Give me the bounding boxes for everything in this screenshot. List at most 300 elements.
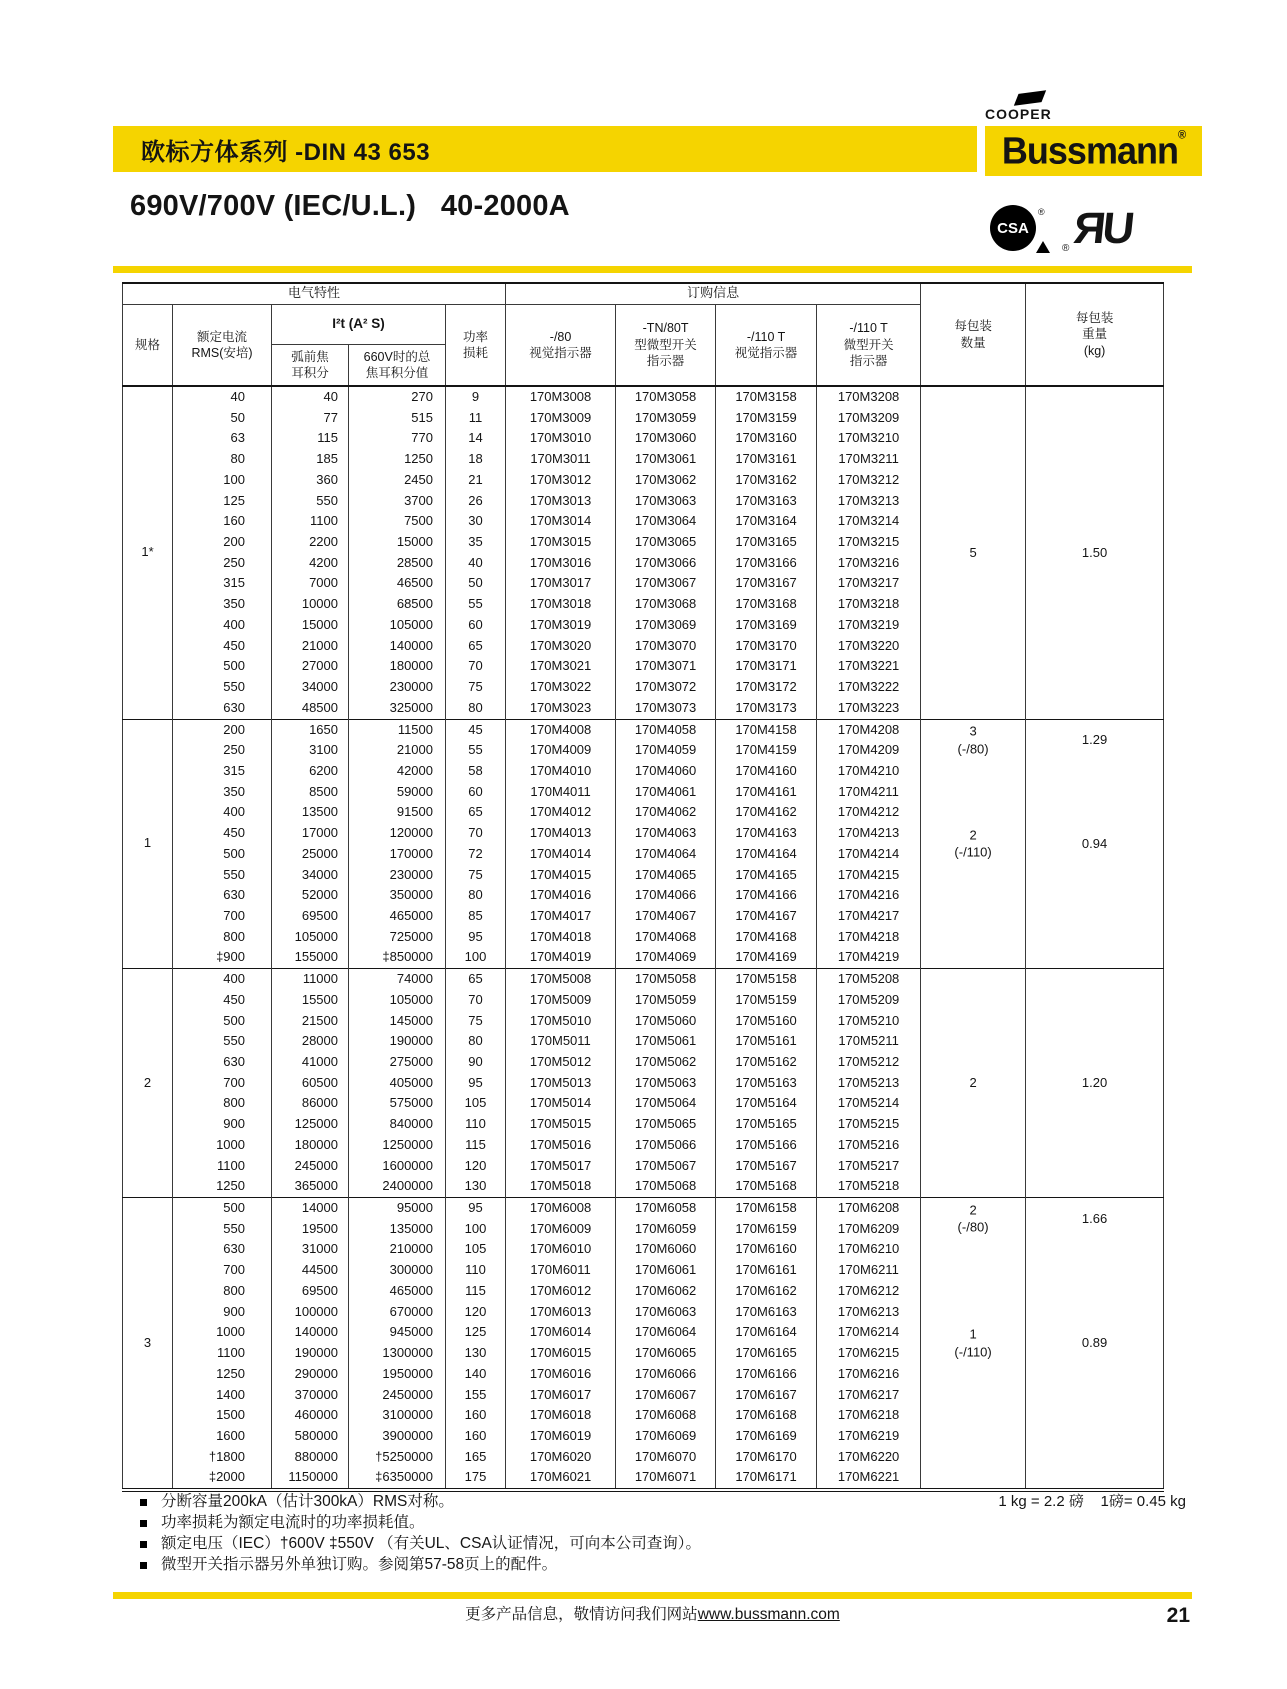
cell-part-80-visual: 170M6020 (506, 1447, 616, 1468)
header-tn80t-microswitch (616, 304, 716, 386)
cell-part-110t-micro: 170M5212 (817, 1052, 921, 1073)
cell-rated-current: 630 (173, 885, 272, 906)
footnotes (140, 1492, 1188, 1576)
cell-power-loss: 65 (446, 802, 506, 823)
cell-total-i2t-660v: 840000 (349, 1114, 446, 1135)
cell-part-tn80t-micro: 170M3058 (616, 386, 716, 408)
kg-conversion-note: 1 kg = 2.2 磅 1磅= 0.45 kg (998, 1493, 1186, 1510)
cell-rated-current: ‡2000 (173, 1467, 272, 1490)
cell-rated-current: 1250 (173, 1176, 272, 1197)
cell-total-i2t-660v: 46500 (349, 573, 446, 594)
cell-part-110t-visual: 170M5167 (716, 1156, 817, 1177)
cell-rated-current: 800 (173, 927, 272, 948)
cell-part-tn80t-micro: 170M6068 (616, 1405, 716, 1426)
cell-part-tn80t-micro: 170M4062 (616, 802, 716, 823)
cell-rated-current: 400 (173, 969, 272, 990)
cell-total-i2t-660v: 3900000 (349, 1426, 446, 1447)
cell-total-i2t-660v: ‡6350000 (349, 1467, 446, 1490)
cell-spec: 2 (123, 969, 173, 1198)
cell-part-tn80t-micro: 170M5058 (616, 969, 716, 990)
footnote-line (140, 1513, 1188, 1534)
cell-rated-current: 40 (173, 386, 272, 408)
cell-part-tn80t-micro: 170M4067 (616, 906, 716, 927)
cell-part-110t-visual: 170M5163 (716, 1073, 817, 1094)
cell-part-80-visual: 170M4011 (506, 782, 616, 803)
cell-rated-current: 1000 (173, 1135, 272, 1156)
cell-part-80-visual: 170M6016 (506, 1364, 616, 1385)
cell-part-80-visual: 170M5014 (506, 1093, 616, 1114)
header-line: 重量 (1082, 327, 1108, 342)
cell-part-tn80t-micro: 170M5061 (616, 1031, 716, 1052)
cell-pre-arc-i2t: 17000 (272, 823, 349, 844)
cell-part-110t-visual: 170M4167 (716, 906, 817, 927)
cell-part-110t-visual: 170M6161 (716, 1260, 817, 1281)
cell-pre-arc-i2t: 100000 (272, 1302, 349, 1323)
cell-part-110t-micro: 170M6215 (817, 1343, 921, 1364)
cell-part-110t-visual: 170M4163 (716, 823, 817, 844)
cell-part-110t-micro: 170M6209 (817, 1219, 921, 1240)
cell-power-loss: 9 (446, 386, 506, 408)
cell-pre-arc-i2t: 185 (272, 449, 349, 470)
cell-part-80-visual: 170M4015 (506, 865, 616, 886)
cooper-logo-icon (985, 92, 1095, 124)
cell-total-i2t-660v: 21000 (349, 740, 446, 761)
cell-part-110t-visual: 170M5166 (716, 1135, 817, 1156)
header-line: 数量 (960, 335, 986, 350)
cell-power-loss: 80 (446, 698, 506, 719)
cell-total-i2t-660v: 770 (349, 428, 446, 449)
pack-weight-cell (1026, 1198, 1164, 1491)
cell-part-80-visual: 170M6008 (506, 1198, 616, 1219)
pack-weight-value: 0.94 (1081, 836, 1108, 852)
cell-total-i2t-660v: 465000 (349, 906, 446, 927)
cell-power-loss: 11 (446, 408, 506, 429)
cell-pre-arc-i2t: 3100 (272, 740, 349, 761)
cell-power-loss: 58 (446, 761, 506, 782)
cell-part-110t-visual: 170M6164 (716, 1322, 817, 1343)
cell-part-110t-visual: 170M5158 (716, 969, 817, 990)
cell-pre-arc-i2t: 52000 (272, 885, 349, 906)
header-rated-current (173, 304, 272, 386)
cell-part-80-visual: 170M5010 (506, 1011, 616, 1032)
cell-pre-arc-i2t: 19500 (272, 1219, 349, 1240)
cell-power-loss: 95 (446, 1198, 506, 1219)
header-line: 指示器 (849, 353, 888, 368)
footnote-text: 功率损耗为额定电流时的功率损耗值。 (161, 1514, 425, 1531)
cell-part-110t-micro: 170M4213 (817, 823, 921, 844)
cell-pre-arc-i2t: 69500 (272, 1281, 349, 1302)
cell-part-110t-micro: 170M4210 (817, 761, 921, 782)
cell-rated-current: 700 (173, 1073, 272, 1094)
cell-part-110t-micro: 170M6221 (817, 1467, 921, 1490)
cell-pre-arc-i2t: 580000 (272, 1426, 349, 1447)
header-line: -/110 T (849, 321, 888, 336)
cell-power-loss: 100 (446, 947, 506, 968)
cell-part-110t-micro: 170M6211 (817, 1260, 921, 1281)
cell-power-loss: 18 (446, 449, 506, 470)
cell-pre-arc-i2t: 140000 (272, 1322, 349, 1343)
cell-rated-current: 1000 (173, 1322, 272, 1343)
cell-total-i2t-660v: 270 (349, 386, 446, 408)
cell-part-110t-visual: 170M3166 (716, 553, 817, 574)
pack-quantity-number: 2 (969, 1075, 977, 1091)
cell-part-110t-micro: 170M5213 (817, 1073, 921, 1094)
registered-mark-icon: ® (1177, 128, 1186, 142)
cell-part-110t-visual: 170M3158 (716, 386, 817, 408)
header-line: RMS(安培) (191, 345, 253, 360)
cell-part-110t-micro: 170M6218 (817, 1405, 921, 1426)
cell-part-110t-visual: 170M6170 (716, 1447, 817, 1468)
fuse-ratings-table (122, 282, 1164, 1492)
cell-rated-current: 400 (173, 615, 272, 636)
cell-part-110t-visual: 170M6166 (716, 1364, 817, 1385)
header-power-loss (446, 304, 506, 386)
cell-pre-arc-i2t: 86000 (272, 1093, 349, 1114)
cell-part-80-visual: 170M6010 (506, 1239, 616, 1260)
header-pack-quantity (921, 283, 1026, 386)
cell-part-110t-micro: 170M4218 (817, 927, 921, 948)
bullet-icon (140, 1520, 147, 1527)
cell-part-80-visual: 170M4018 (506, 927, 616, 948)
cell-power-loss: 160 (446, 1405, 506, 1426)
header-spec: 规格 (134, 337, 160, 352)
cell-total-i2t-660v: 275000 (349, 1052, 446, 1073)
header-line: (kg) (1083, 343, 1106, 358)
pack-wrap (921, 969, 1025, 1197)
cell-rated-current: 630 (173, 1052, 272, 1073)
cell-part-110t-micro: 170M6213 (817, 1302, 921, 1323)
cell-part-80-visual: 170M3021 (506, 656, 616, 677)
cell-part-110t-visual: 170M3160 (716, 428, 817, 449)
pack-wrap (1026, 1198, 1163, 1488)
cell-part-110t-micro: 170M3208 (817, 386, 921, 408)
pack-quantity-value (921, 723, 1025, 758)
cell-power-loss: 75 (446, 1011, 506, 1032)
cell-rated-current: 1600 (173, 1426, 272, 1447)
cell-power-loss: 120 (446, 1156, 506, 1177)
footnote-line (140, 1534, 1188, 1555)
cell-part-110t-micro: 170M4214 (817, 844, 921, 865)
cell-part-110t-micro: 170M6208 (817, 1198, 921, 1219)
cell-part-80-visual: 170M6019 (506, 1426, 616, 1447)
footer-text (113, 1602, 1192, 1624)
cell-rated-current: 1100 (173, 1156, 272, 1177)
pack-quantity-value (921, 1326, 1025, 1361)
cell-power-loss: 110 (446, 1260, 506, 1281)
cell-pre-arc-i2t: 48500 (272, 698, 349, 719)
cell-part-110t-micro: 170M4209 (817, 740, 921, 761)
cell-part-80-visual: 170M4017 (506, 906, 616, 927)
cell-part-110t-visual: 170M5159 (716, 990, 817, 1011)
cell-part-80-visual: 170M6018 (506, 1405, 616, 1426)
cell-part-tn80t-micro: 170M5066 (616, 1135, 716, 1156)
cell-rated-current: 450 (173, 823, 272, 844)
cell-power-loss: 75 (446, 865, 506, 886)
cell-part-110t-micro: 170M4217 (817, 906, 921, 927)
cell-part-tn80t-micro: 170M4069 (616, 947, 716, 968)
cell-pre-arc-i2t: 1150000 (272, 1467, 349, 1490)
cell-part-tn80t-micro: 170M6058 (616, 1198, 716, 1219)
cell-power-loss: 105 (446, 1239, 506, 1260)
cell-total-i2t-660v: 1250000 (349, 1135, 446, 1156)
header-line: 弧前焦 (291, 349, 329, 364)
cell-part-80-visual: 170M3019 (506, 615, 616, 636)
cell-part-tn80t-micro: 170M3059 (616, 408, 716, 429)
cell-part-110t-visual: 170M6168 (716, 1405, 817, 1426)
header-80-visual-indicator (506, 304, 616, 386)
cell-part-tn80t-micro: 170M3071 (616, 656, 716, 677)
cell-part-tn80t-micro: 170M3072 (616, 677, 716, 698)
cell-power-loss: 85 (446, 906, 506, 927)
cell-part-80-visual: 170M5013 (506, 1073, 616, 1094)
page-number: 21 (1166, 1604, 1190, 1627)
header-line: 额定电流 (196, 329, 247, 344)
cell-part-110t-visual: 170M4166 (716, 885, 817, 906)
cell-part-110t-visual: 170M3169 (716, 615, 817, 636)
cell-part-80-visual: 170M5016 (506, 1135, 616, 1156)
header-line: -/110 T (746, 329, 786, 344)
cell-part-110t-micro: 170M4216 (817, 885, 921, 906)
cell-rated-current: 800 (173, 1093, 272, 1114)
cell-part-110t-visual: 170M3167 (716, 573, 817, 594)
cell-part-80-visual: 170M4016 (506, 885, 616, 906)
cell-total-i2t-660v: 105000 (349, 615, 446, 636)
pack-quantity-number: 2 (969, 827, 977, 843)
cell-power-loss: 14 (446, 428, 506, 449)
cell-part-110t-micro: 170M5214 (817, 1093, 921, 1114)
cell-rated-current: 100 (173, 470, 272, 491)
pack-wrap (1026, 720, 1163, 969)
cell-rated-current: 1100 (173, 1343, 272, 1364)
cell-part-110t-visual: 170M5162 (716, 1052, 817, 1073)
table-header (123, 283, 1164, 386)
cell-total-i2t-660v: 325000 (349, 698, 446, 719)
header-pack-weight (1026, 283, 1164, 386)
cell-power-loss: 70 (446, 656, 506, 677)
cell-pre-arc-i2t: 245000 (272, 1156, 349, 1177)
cell-part-80-visual: 170M3009 (506, 408, 616, 429)
cell-part-tn80t-micro: 170M6070 (616, 1447, 716, 1468)
cell-power-loss: 80 (446, 885, 506, 906)
cell-total-i2t-660v: 95000 (349, 1198, 446, 1219)
cell-power-loss: 50 (446, 573, 506, 594)
cell-total-i2t-660v: 140000 (349, 636, 446, 657)
cell-total-i2t-660v: 405000 (349, 1073, 446, 1094)
pack-quantity-number: 2 (969, 1202, 977, 1218)
cell-total-i2t-660v: 190000 (349, 1031, 446, 1052)
header-line: 视觉指示器 (734, 345, 798, 360)
cell-part-110t-micro: 170M3216 (817, 553, 921, 574)
cell-power-loss: 55 (446, 594, 506, 615)
cell-part-tn80t-micro: 170M4068 (616, 927, 716, 948)
cell-part-tn80t-micro: 170M6063 (616, 1302, 716, 1323)
header-line: 660V时的总 (363, 349, 431, 364)
cell-rated-current: 500 (173, 1198, 272, 1219)
ul-logo-icon: ЯU (1071, 204, 1135, 253)
cell-part-110t-visual: 170M5164 (716, 1093, 817, 1114)
cell-part-tn80t-micro: 170M3065 (616, 532, 716, 553)
table-row (123, 386, 1164, 408)
cell-part-110t-micro: 170M3212 (817, 470, 921, 491)
header-110t-microswitch (817, 304, 921, 386)
cell-power-loss: 80 (446, 1031, 506, 1052)
cell-pre-arc-i2t: 40 (272, 386, 349, 408)
cell-part-110t-micro: 170M5211 (817, 1031, 921, 1052)
header-pre-arc-i2t (272, 344, 349, 386)
cell-total-i2t-660v: 1950000 (349, 1364, 446, 1385)
cell-part-80-visual: 170M6009 (506, 1219, 616, 1240)
cell-part-tn80t-micro: 170M6065 (616, 1343, 716, 1364)
bullet-icon (140, 1541, 147, 1548)
cell-part-tn80t-micro: 170M3070 (616, 636, 716, 657)
cell-total-i2t-660v: 1300000 (349, 1343, 446, 1364)
cell-part-110t-visual: 170M4160 (716, 761, 817, 782)
cell-part-tn80t-micro: 170M3060 (616, 428, 716, 449)
cell-pre-arc-i2t: 370000 (272, 1385, 349, 1406)
cell-pre-arc-i2t: 880000 (272, 1447, 349, 1468)
series-banner (113, 126, 977, 172)
cell-rated-current: 1400 (173, 1385, 272, 1406)
cell-power-loss: 165 (446, 1447, 506, 1468)
cell-total-i2t-660v: 465000 (349, 1281, 446, 1302)
header-line: -TN/80T (642, 321, 689, 336)
cell-pre-arc-i2t: 25000 (272, 844, 349, 865)
cell-total-i2t-660v: 7500 (349, 511, 446, 532)
pack-quantity-number: 3 (969, 723, 977, 739)
cell-power-loss: 175 (446, 1467, 506, 1490)
cell-part-110t-micro: 170M3218 (817, 594, 921, 615)
cell-rated-current: 900 (173, 1114, 272, 1135)
cell-part-110t-micro: 170M5210 (817, 1011, 921, 1032)
cell-pre-arc-i2t: 15500 (272, 990, 349, 1011)
cell-pre-arc-i2t: 31000 (272, 1239, 349, 1260)
yellow-divider-top (113, 266, 1192, 273)
footnote-text: 额定电压（IEC）†600V ‡550V （有关UL、CSA认证情况，可向本公司查询）。 (161, 1535, 702, 1552)
cell-part-tn80t-micro: 170M5067 (616, 1156, 716, 1177)
cell-power-loss: 125 (446, 1322, 506, 1343)
cell-part-110t-micro: 170M3215 (817, 532, 921, 553)
cell-part-tn80t-micro: 170M5065 (616, 1114, 716, 1135)
cell-part-80-visual: 170M6012 (506, 1281, 616, 1302)
pack-quantity-cell (921, 969, 1026, 1198)
footnote-text: 分断容量200kA（估计300kA）RMS对称。 (161, 1493, 454, 1510)
cell-total-i2t-660v: 120000 (349, 823, 446, 844)
header-line: 微型开关 (843, 337, 894, 352)
cell-part-110t-micro: 170M4208 (817, 719, 921, 740)
cell-rated-current: 550 (173, 677, 272, 698)
cell-power-loss: 100 (446, 1219, 506, 1240)
cell-part-110t-micro: 170M3209 (817, 408, 921, 429)
cell-part-80-visual: 170M4014 (506, 844, 616, 865)
cell-part-110t-micro: 170M4219 (817, 947, 921, 968)
footer-website-link[interactable]: www.bussmann.com (697, 1606, 840, 1623)
table-body (123, 386, 1164, 1490)
cell-rated-current: 400 (173, 802, 272, 823)
cell-pre-arc-i2t: 4200 (272, 553, 349, 574)
cell-rated-current: 450 (173, 990, 272, 1011)
cell-rated-current: 900 (173, 1302, 272, 1323)
cell-part-110t-micro: 170M6220 (817, 1447, 921, 1468)
pack-quantity-note: (-/80) (957, 1219, 989, 1235)
cell-total-i2t-660v: 515 (349, 408, 446, 429)
cell-part-110t-micro: 170M5209 (817, 990, 921, 1011)
cell-power-loss: 75 (446, 677, 506, 698)
cell-rated-current: 700 (173, 1260, 272, 1281)
cell-pre-arc-i2t: 190000 (272, 1343, 349, 1364)
cell-part-80-visual: 170M3020 (506, 636, 616, 657)
cell-rated-current: 250 (173, 553, 272, 574)
cell-rated-current: 50 (173, 408, 272, 429)
cell-rated-current: 630 (173, 698, 272, 719)
cell-power-loss: 70 (446, 823, 506, 844)
cell-part-110t-visual: 170M4162 (716, 802, 817, 823)
cell-part-110t-micro: 170M6212 (817, 1281, 921, 1302)
cell-part-tn80t-micro: 170M6069 (616, 1426, 716, 1447)
cell-total-i2t-660v: 170000 (349, 844, 446, 865)
cell-part-110t-visual: 170M3168 (716, 594, 817, 615)
cell-rated-current: 1500 (173, 1405, 272, 1426)
header-ordering-information: 订购信息 (506, 283, 921, 304)
pack-wrap (1026, 969, 1163, 1197)
cell-total-i2t-660v: 230000 (349, 677, 446, 698)
cell-part-110t-micro: 170M3217 (817, 573, 921, 594)
cell-part-tn80t-micro: 170M4060 (616, 761, 716, 782)
cell-part-110t-visual: 170M6162 (716, 1281, 817, 1302)
cell-power-loss: 45 (446, 719, 506, 740)
cell-part-tn80t-micro: 170M6064 (616, 1322, 716, 1343)
table-row (123, 719, 1164, 740)
cell-power-loss: 115 (446, 1281, 506, 1302)
cell-part-110t-visual: 170M4161 (716, 782, 817, 803)
cell-part-110t-visual: 170M3172 (716, 677, 817, 698)
cell-total-i2t-660v: 68500 (349, 594, 446, 615)
cell-part-110t-micro: 170M5208 (817, 969, 921, 990)
cell-pre-arc-i2t: 360 (272, 470, 349, 491)
bullet-icon (140, 1562, 147, 1569)
cell-part-80-visual: 170M4019 (506, 947, 616, 968)
cell-part-80-visual: 170M3018 (506, 594, 616, 615)
csa-triangle-icon (1036, 241, 1050, 253)
cell-rated-current: 450 (173, 636, 272, 657)
cell-pre-arc-i2t: 14000 (272, 1198, 349, 1219)
cell-part-110t-visual: 170M6171 (716, 1467, 817, 1490)
cell-part-tn80t-micro: 170M4064 (616, 844, 716, 865)
bussmann-wordmark: Bussmann (1001, 128, 1178, 172)
header-line: 功率 (463, 329, 489, 344)
cell-part-110t-micro: 170M4215 (817, 865, 921, 886)
cell-part-110t-micro: 170M6210 (817, 1239, 921, 1260)
header-electrical-characteristics: 电气特性 (123, 283, 506, 304)
cell-pre-arc-i2t: 2200 (272, 532, 349, 553)
cell-power-loss: 90 (446, 1052, 506, 1073)
cell-total-i2t-660v: 575000 (349, 1093, 446, 1114)
cell-part-tn80t-micro: 170M3066 (616, 553, 716, 574)
cell-total-i2t-660v: 670000 (349, 1302, 446, 1323)
page-title: 690V/700V (IEC/U.L.) 40-2000A (130, 190, 570, 222)
cell-part-80-visual: 170M4010 (506, 761, 616, 782)
cell-part-80-visual: 170M6021 (506, 1467, 616, 1490)
header-line: 每包装 (1075, 311, 1114, 326)
cell-pre-arc-i2t: 21000 (272, 636, 349, 657)
cell-part-80-visual: 170M5015 (506, 1114, 616, 1135)
cell-power-loss: 72 (446, 844, 506, 865)
cell-power-loss: 105 (446, 1093, 506, 1114)
cell-part-110t-micro: 170M5216 (817, 1135, 921, 1156)
cooper-flag-icon (1014, 90, 1046, 106)
cooper-logo-text: COOPER (985, 106, 1052, 122)
cell-part-110t-micro: 170M6217 (817, 1385, 921, 1406)
cell-part-110t-visual: 170M6159 (716, 1219, 817, 1240)
